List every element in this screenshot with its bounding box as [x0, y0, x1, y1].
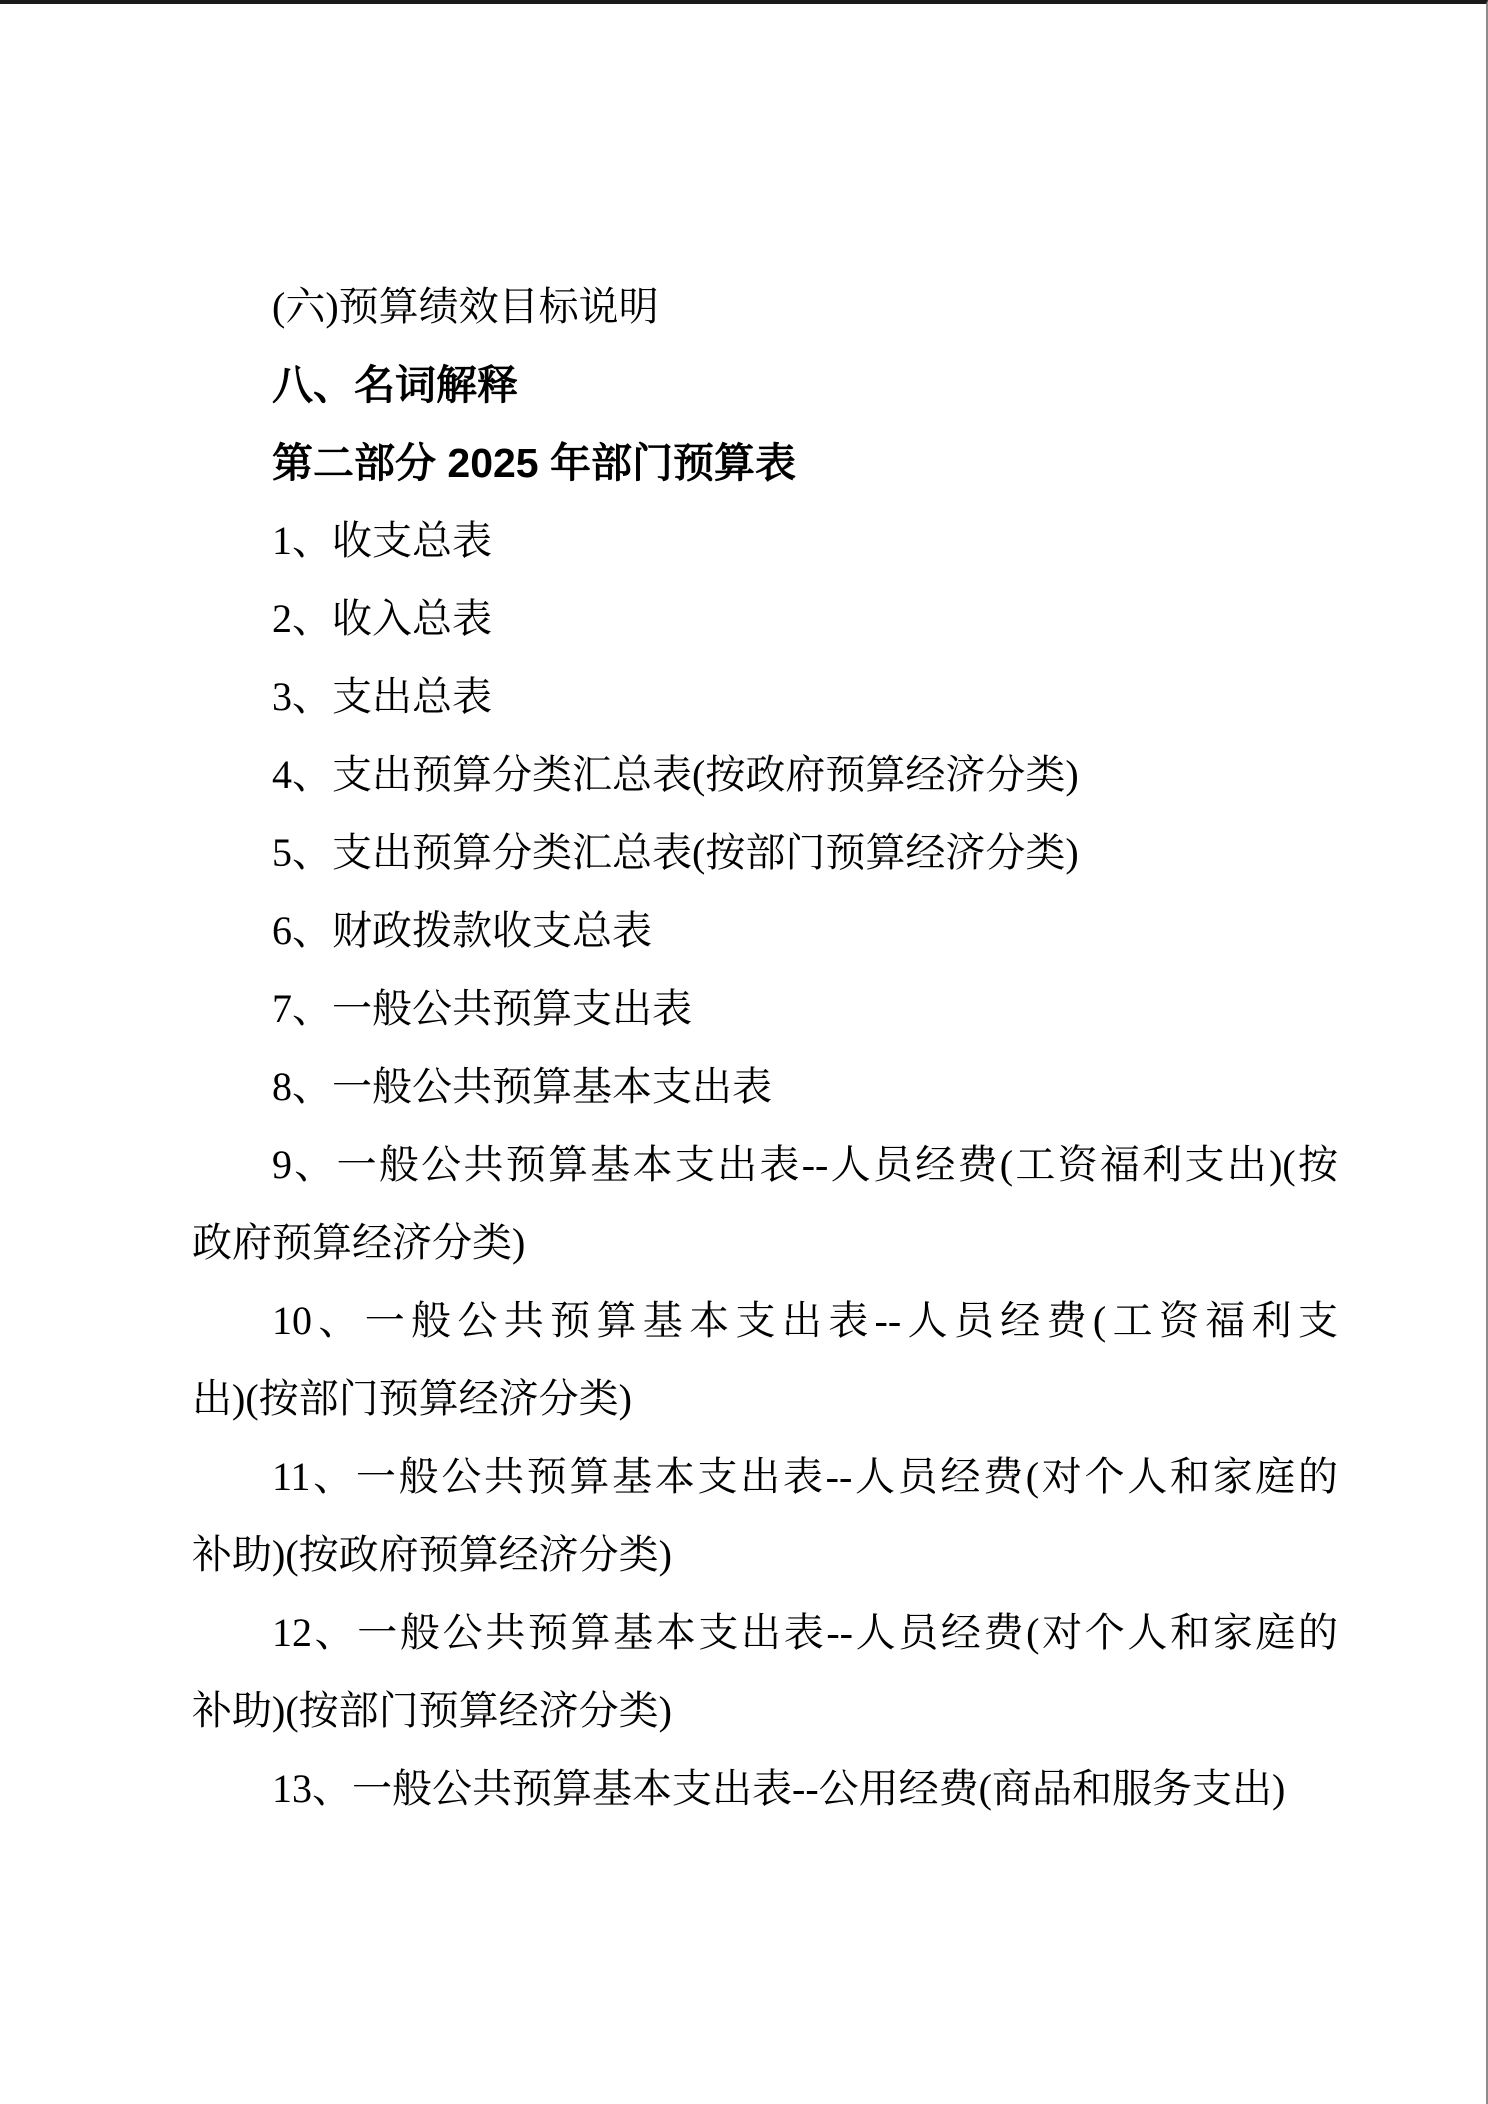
para-item-13 [192, 1750, 1338, 1828]
para-item-5 [192, 814, 1338, 892]
document-content [0, 4, 1486, 1828]
toc-item-9-cont: 政府预算经济分类) [192, 1220, 526, 1265]
para-item-3 [192, 658, 1338, 736]
para-item-7 [192, 970, 1338, 1048]
toc-item-7: 7、一般公共预算支出表 [272, 986, 692, 1031]
heading-glossary-text: 八、名词解释 [272, 362, 518, 408]
toc-item-11: 11、一般公共预算基本支出表--人员经费(对个人和家庭的 [272, 1454, 1338, 1499]
para-item-11 [192, 1438, 1338, 1594]
para-item-6 [192, 892, 1338, 970]
toc-item-12-cont: 补助)(按部门预算经济分类) [192, 1688, 672, 1733]
para-item-12 [192, 1594, 1338, 1750]
heading-part2-text: 第二部分 2025 年部门预算表 [272, 440, 796, 486]
toc-item-10-cont: 出)(按部门预算经济分类) [192, 1376, 632, 1421]
toc-item-12: 12、一般公共预算基本支出表--人员经费(对个人和家庭的 [272, 1610, 1338, 1655]
heading-part2 [192, 424, 1338, 502]
toc-item-9: 9、一般公共预算基本支出表--人员经费(工资福利支出)(按 [272, 1142, 1338, 1187]
toc-item-8: 8、一般公共预算基本支出表 [272, 1064, 772, 1109]
heading-glossary [192, 346, 1338, 424]
toc-item-10: 10、一般公共预算基本支出表--人员经费(工资福利支 [272, 1298, 1338, 1343]
toc-item-6: 6、财政拨款收支总表 [272, 908, 652, 953]
para-item-vi [192, 268, 1338, 346]
toc-item-3: 3、支出总表 [272, 674, 492, 719]
toc-item-1: 1、收支总表 [272, 518, 492, 563]
para-item-2 [192, 580, 1338, 658]
para-item-4 [192, 736, 1338, 814]
toc-item-13: 13、一般公共预算基本支出表--公用经费(商品和服务支出) [272, 1766, 1286, 1811]
toc-item-11-cont: 补助)(按政府预算经济分类) [192, 1532, 672, 1577]
para-item-1 [192, 502, 1338, 580]
toc-item-4: 4、支出预算分类汇总表(按政府预算经济分类) [272, 752, 1079, 797]
para-item-8 [192, 1048, 1338, 1126]
toc-line-vi: (六)预算绩效目标说明 [272, 284, 659, 329]
para-item-10 [192, 1282, 1338, 1438]
toc-item-2: 2、收入总表 [272, 596, 492, 641]
para-item-9 [192, 1126, 1338, 1282]
toc-item-5: 5、支出预算分类汇总表(按部门预算经济分类) [272, 830, 1079, 875]
